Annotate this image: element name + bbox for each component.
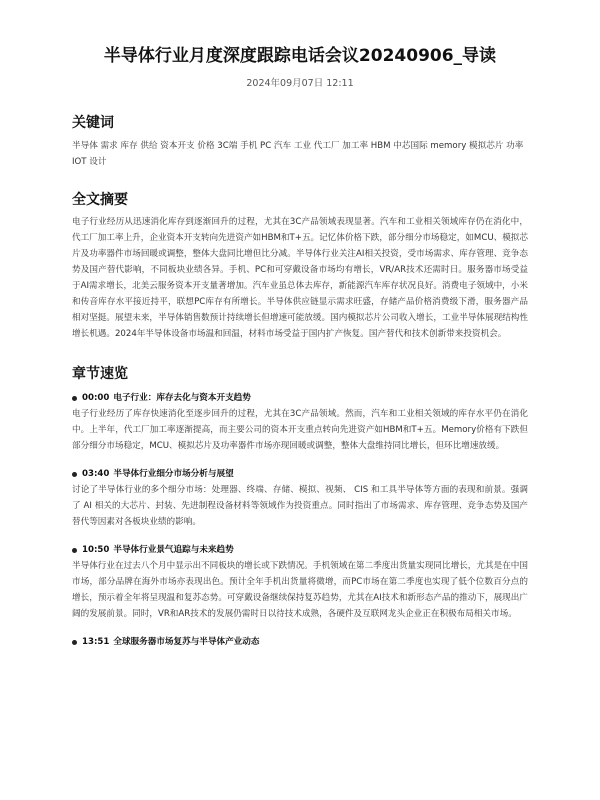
summary-heading: 全文摘要 bbox=[72, 192, 128, 208]
chapter-timestamp: 00:00 bbox=[82, 393, 110, 403]
chapter-timestamp: 13:51 bbox=[82, 637, 110, 647]
bullet-icon bbox=[72, 548, 77, 553]
chapter-text: 半导体行业在过去八个月中显示出不同板块的增长或下跌情况。手机领域在第二季度出货量实现同比增长，尤其是在中国市场，部分品牌在海外市场亦表现出色。预计全年手机出货量将微增，而PC市场在第二季度也实现了低个位数百分点的增长，预示着全年将呈现温和复苏态势。可穿戴设备继续保持复苏趋势，尤其在AI技术和新形态产品的推动下，展现出广阔的发展前景。同时，VR和AR技术的发展仍需时日以待技术成熟，各硬件及互联网龙头企业正在积极布局相关市场。 bbox=[72, 561, 528, 619]
chapter-header bbox=[72, 466, 528, 482]
chapter-item bbox=[72, 634, 528, 650]
chapter-text: 讨论了半导体行业的多个细分市场：处理器、终端、存储、模拟、视频、 CIS 和工具半导体等方面的表现和前景。强调了 AI 相关的大芯片、封装、先进制程设备材料等领域作为投资重点。同时指出了市场需求、库存管理、竞争态势及国产替代等因素对各板块业绩的影响。 bbox=[72, 485, 528, 527]
bullet-icon bbox=[72, 472, 77, 477]
chapter-header bbox=[72, 634, 528, 650]
chapter-text: 电子行业经历了库存快速消化至逐步回升的过程，尤其在3C产品领域。然而，汽车和工业相关领域的库存水平仍在消化中。上半年，代工厂加工率逐渐提高，而主要公司的资本开支重点转向先进资产如HBM和T+五。Memory价格有下跌但部分细分市场稳定，MCU、模拟芯片及功率器件市场亦现回暖或调整，整体大盘维持同比增长，但环比增速放缓。 bbox=[72, 409, 528, 451]
bullet-icon bbox=[72, 640, 77, 645]
chapter-title: 全球服务器市场复苏与半导体产业动态 bbox=[113, 637, 260, 647]
chapter-item bbox=[72, 542, 528, 622]
chapter-title: 半导体行业细分市场分析与展望 bbox=[113, 469, 234, 479]
keywords-heading: 关键词 bbox=[72, 115, 114, 131]
chapter-header bbox=[72, 390, 528, 406]
chapter-timestamp: 10:50 bbox=[82, 545, 110, 555]
summary-text: 电子行业经历从迅速消化库存到逐渐回升的过程，尤其在3C产品领域表现显著。汽车和工业相关领域库存仍在消化中，代工厂加工率上升，企业资本开支转向先进资产如HBM和T+五。记忆体价格下跌，部分细分市场稳定，如MCU、模拟芯片及功率器件市场回暖或调整，整体大盘同比增但比分减。半导体行业关注AI相关投资，受市场需求、库存管理、竞争态势及国产替代影响，不同板块业绩各异。手机、PC和可穿戴设备市场均有增长，VR/AR技术还需时日。服务器市场受益于AI需求增长，北美云服务资本开支量著增加。汽车业虽总体去库存，新能源汽车库存状况良好。消费电子领域中，小米和传音库存水平接近持平，联想PC库存有所增长。半导体供应链显示需求旺盛，存储产品价格消费级下滑，服务器产品相对坚挺。展望未来，半导体销售数预计持续增长但增速可能放缓。国内模拟芯片公司收入增长，工业半导体展现结构性增长机遇。2024年半导体设备市场温和回温，材料市场受益于国内扩产恢复。国产替代和技术创新带来投资机会。 bbox=[72, 217, 528, 339]
chapter-item bbox=[72, 390, 528, 454]
document-date: 2024年09月07日 12:11 bbox=[246, 78, 354, 89]
chapter-item bbox=[72, 466, 528, 530]
bullet-icon bbox=[72, 396, 77, 401]
keywords-text: 半导体 需求 库存 供给 资本开支 价格 3C端 手机 PC 汽车 工业 代工厂 加工率 HBM 中芯国际 memory 模拟芯片 功率 IOT 设计 bbox=[72, 141, 524, 167]
chapter-header bbox=[72, 542, 528, 558]
document-title: 半导体行业月度深度跟踪电话会议20240906_导读 bbox=[103, 46, 497, 66]
chapter-timestamp: 03:40 bbox=[82, 469, 110, 479]
chapter-title: 半导体行业景气追踪与未来趋势 bbox=[113, 545, 234, 555]
chapters-heading: 章节速览 bbox=[72, 366, 128, 382]
chapter-title: 电子行业：库存去化与资本开支趋势 bbox=[113, 393, 251, 403]
